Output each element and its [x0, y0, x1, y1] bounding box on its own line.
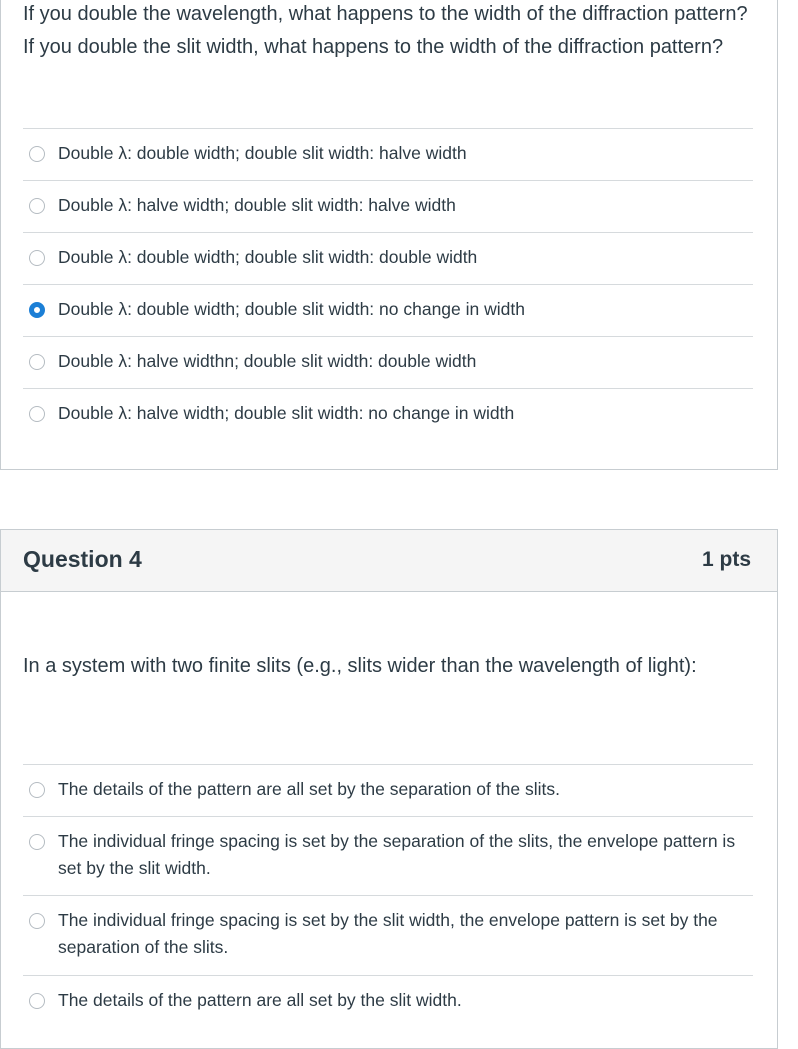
question-header: [1, 530, 777, 592]
question-3-text: If you double the wavelength, what happens to the width of the diffraction pattern? If you double the slit width, what happens to the width of the diffraction pattern?: [23, 3, 748, 58]
radio-button[interactable]: [29, 250, 45, 266]
answer-option[interactable]: [23, 232, 753, 284]
question-4-answers: [23, 764, 753, 1027]
answer-option[interactable]: [23, 336, 753, 388]
radio-button[interactable]: [29, 782, 45, 798]
question-points: 1 pts: [701, 548, 751, 571]
answer-label: The details of the pattern are all set by the slit width.: [58, 990, 462, 1010]
answer-option[interactable]: [23, 180, 753, 232]
radio-button[interactable]: [29, 198, 45, 214]
question-4-card: [0, 529, 778, 1049]
radio-button[interactable]: [29, 913, 45, 929]
radio-button[interactable]: [29, 834, 45, 850]
question-4-text: In a system with two finite slits (e.g., slits wider than the wavelength of light):: [23, 655, 697, 677]
radio-button-selected[interactable]: [29, 302, 45, 318]
answer-option[interactable]: [23, 975, 753, 1027]
answer-option[interactable]: [23, 764, 753, 816]
question-title: Question 4: [23, 546, 142, 572]
answer-option[interactable]: [23, 388, 753, 440]
answer-label: The details of the pattern are all set by the separation of the slits.: [58, 779, 560, 799]
answer-label: Double λ: halve width; double slit width: halve width: [58, 195, 456, 215]
radio-button[interactable]: [29, 993, 45, 1009]
answer-label: Double λ: halve width; double slit width: no change in width: [58, 403, 515, 423]
answer-option[interactable]: [23, 816, 753, 895]
radio-button[interactable]: [29, 146, 45, 162]
answer-option[interactable]: [23, 128, 753, 180]
answer-option[interactable]: [23, 895, 753, 975]
answer-label: The individual fringe spacing is set by the separation of the slits, the envelope pattern is set by the slit width.: [58, 831, 736, 878]
answer-option-selected[interactable]: [23, 284, 753, 336]
radio-button[interactable]: [29, 406, 45, 422]
answer-label: Double λ: double width; double slit width: double width: [58, 247, 478, 267]
answer-label: Double λ: halve widthn; double slit width: double width: [58, 351, 477, 371]
answer-label: Double λ: double width; double slit width: no change in width: [58, 299, 525, 319]
question-3-answers: [23, 128, 753, 440]
answer-label: The individual fringe spacing is set by the slit width, the envelope pattern is set by the separation of the slits.: [58, 910, 718, 957]
question-3-card: [0, 0, 778, 470]
radio-button[interactable]: [29, 354, 45, 370]
answer-label: Double λ: double width; double slit width: halve width: [58, 143, 467, 163]
